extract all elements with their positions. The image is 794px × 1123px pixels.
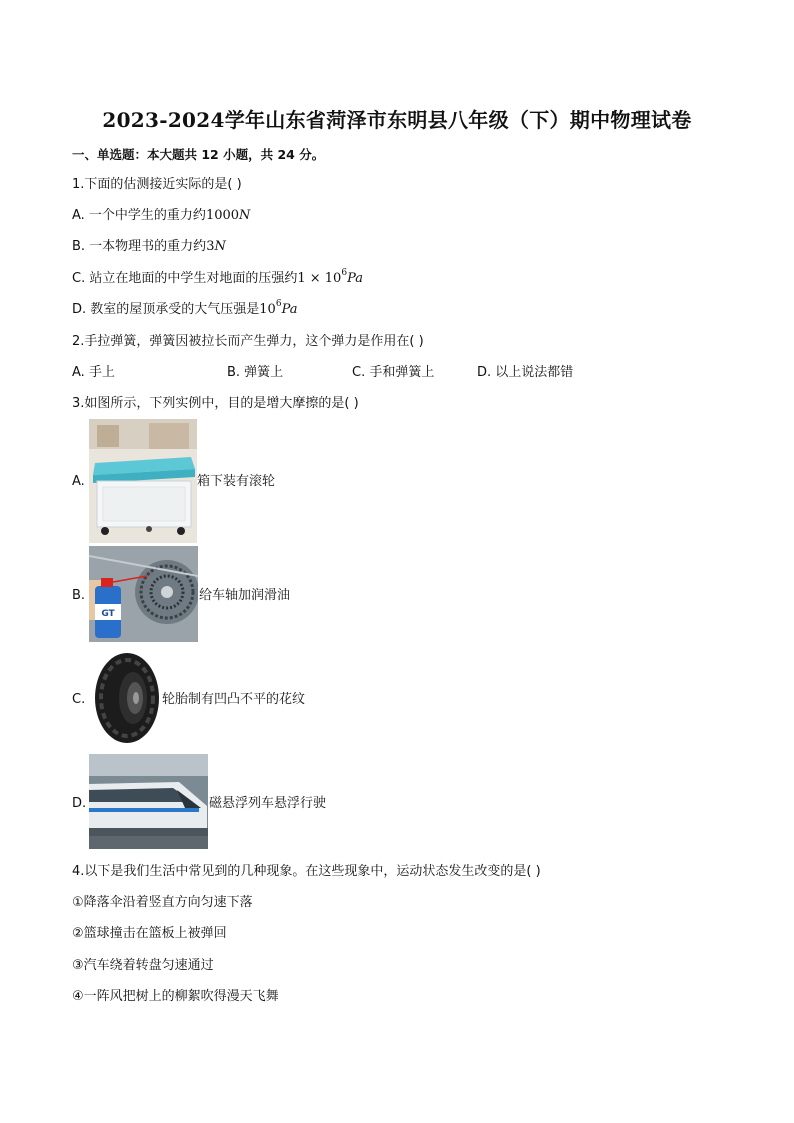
q1-c-value: 1 × 10 xyxy=(297,271,342,286)
q1-b-text: B. 一本物理书的重力约 xyxy=(72,239,207,254)
q3-d-caption: 磁悬浮列车悬浮行驶 xyxy=(209,796,327,811)
q3-a-caption: 箱下装有滚轮 xyxy=(197,474,276,489)
spray-can-label: GT xyxy=(101,609,115,619)
tire-image xyxy=(89,650,161,746)
q1-option-b xyxy=(72,238,226,256)
q4-stem: 4.以下是我们生活中常见到的几种现象。在这些现象中，运动状态发生改变的是( ) xyxy=(72,864,541,879)
q1-a-unit: N xyxy=(239,208,251,223)
q4-item-2: ②篮球撞击在篮板上被弹回 xyxy=(72,926,227,941)
q2-option-c: C. 手和弹簧上 xyxy=(352,365,435,380)
section-heading: 一、单选题：本大题共 12 小题，共 24 分。 xyxy=(72,147,325,162)
q4-item-4: ④一阵风把树上的柳絮吹得漫天飞舞 xyxy=(72,989,279,1004)
q3-c-label: C. xyxy=(72,692,86,707)
q1-d-unit: Pa xyxy=(281,302,298,317)
q1-option-d xyxy=(72,301,297,319)
q3-a-label: A. xyxy=(72,474,85,489)
q1-d-text: D. 教室的屋顶承受的大气压强是 xyxy=(72,302,260,317)
q1-c-unit: Pa xyxy=(347,271,363,286)
q1-d-exponent: 6 xyxy=(275,299,282,309)
q2-stem: 2.手拉弹簧，弹簧因被拉长而产生弹力，这个弹力是作用在( ) xyxy=(72,334,424,349)
q1-a-text: A. 一个中学生的重力约 xyxy=(72,208,206,223)
q1-d-value: 10 xyxy=(259,302,276,317)
q3-b-caption: 给车轴加润滑油 xyxy=(199,588,291,603)
q1-stem: 1.下面的估测接近实际的是( ) xyxy=(72,177,242,192)
storage-box-image xyxy=(89,419,197,543)
q1-c-exponent: 6 xyxy=(341,268,348,278)
bike-lubricant-image xyxy=(89,546,198,642)
q4-item-3: ③汽车绕着转盘匀速通过 xyxy=(72,958,214,973)
q1-option-c xyxy=(72,270,363,288)
q2-option-b: B. 弹簧上 xyxy=(227,365,284,380)
q3-d-label: D. xyxy=(72,796,87,811)
q3-c-caption: 轮胎制有凹凸不平的花纹 xyxy=(162,692,306,707)
q3-stem: 3.如图所示，下列实例中，目的是增大摩擦的是( ) xyxy=(72,396,359,411)
q2-option-a: A. 手上 xyxy=(72,365,115,380)
q1-a-value: 1000 xyxy=(205,208,240,223)
q1-b-unit: N xyxy=(214,239,226,254)
q1-option-a xyxy=(72,207,250,225)
exam-title: 2023-2024学年山东省菏泽市东明县八年级（下）期中物理试卷 xyxy=(102,108,692,132)
q3-b-label: B. xyxy=(72,588,86,603)
q4-item-1: ①降落伞沿着竖直方向匀速下落 xyxy=(72,895,253,910)
q2-option-d: D. 以上说法都错 xyxy=(477,365,574,380)
q1-b-value: 3 xyxy=(206,239,215,254)
q1-c-text: C. 站立在地面的中学生对地面的压强约 xyxy=(72,271,298,286)
maglev-train-image xyxy=(89,754,208,849)
